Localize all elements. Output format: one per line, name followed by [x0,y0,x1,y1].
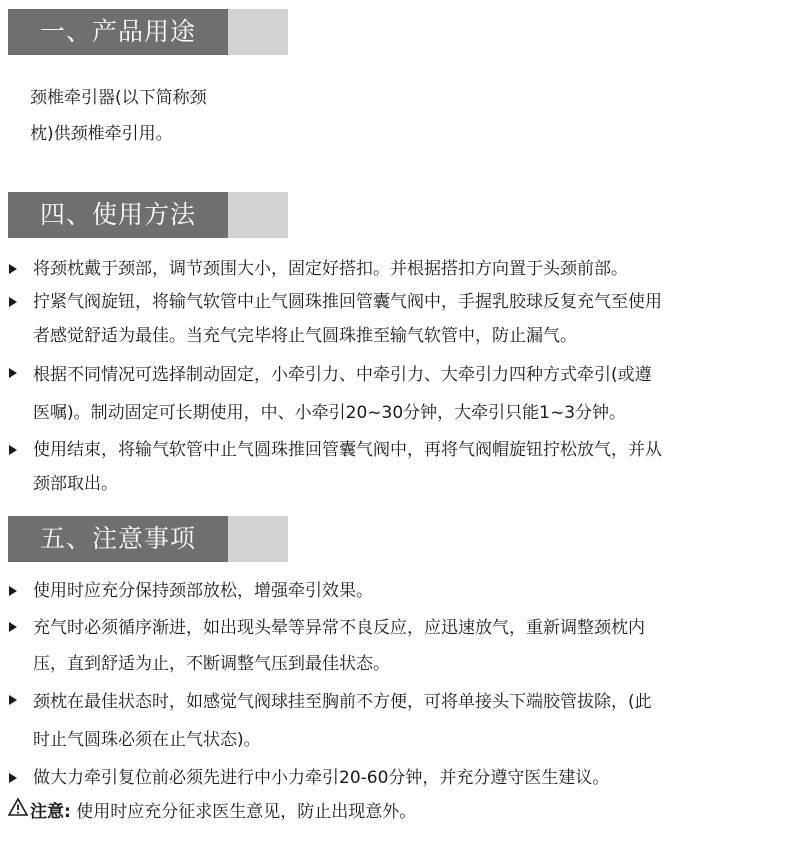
notes-item-2-line-1: 充气时必须循序渐进，如出现头晕等异常不良反应，应迅速放气，重新调整颈枕内 [33,618,645,638]
method-item-4-line-2: 颈部取出。 [33,474,118,494]
warning-triangle-icon [8,797,30,827]
warning-text: 使用时应充分征求医生意见，防止出现意外。 [70,802,417,822]
method-item-2-line-2: 者感觉舒适为最佳。当充气完毕将止气圆珠推至输气软管中，防止漏气。 [33,326,577,346]
section-header-notes [8,516,288,562]
bullet-arrow-icon [9,368,17,378]
bullet-arrow-icon [9,264,17,274]
usage-line-2: 枕)供颈椎牵引用。 [30,124,173,144]
method-item-1-line-1: 将颈枕戴于颈部，调节颈围大小，固定好搭扣。并根据搭扣方向置于头颈前部。 [33,259,628,279]
section-title-method: 四、使用方法 [8,192,228,238]
notes-item-1-line-1: 使用时应充分保持颈部放松，增强牵引效果。 [33,581,373,601]
notes-item-4-line-1: 做大力牵引复位前必须先进行中小力牵引20-60分钟，并充分遵守医生建议。 [33,768,610,788]
section-header-usage [8,9,288,55]
bullet-arrow-icon [9,445,17,455]
section-title-usage: 一、产品用途 [8,9,228,55]
usage-line-1: 颈椎牵引器(以下简称颈 [30,88,207,108]
warning-note [8,797,788,827]
method-item-2-line-1: 拧紧气阀旋钮，将输气软管中止气圆珠推回管囊气阀中，手握乳胶球反复充气至使用 [33,292,662,312]
notes-item-2-line-2: 压，直到舒适为止，不断调整气压到最佳状态。 [33,654,390,674]
bullet-arrow-icon [9,695,17,705]
notes-item-3-line-1: 颈枕在最佳状态时，如感觉气阀球挂至胸前不方便，可将单接头下端胶管拔除，(此 [33,692,652,712]
bullet-arrow-icon [9,297,17,307]
bullet-arrow-icon [9,773,17,783]
bullet-arrow-icon [9,622,17,632]
method-item-3-line-1: 根据不同情况可选择制动固定，小牵引力、中牵引力、大牵引力四种方式牵引(或遵 [33,365,652,385]
bullet-arrow-icon [9,586,17,596]
method-item-4-line-1: 使用结束，将输气软管中止气圆珠推回管囊气阀中，再将气阀帽旋钮拧松放气，并从 [33,440,662,460]
section-header-method [8,192,288,238]
section-title-notes: 五、注意事项 [8,516,228,562]
method-item-3-line-2: 医嘱)。制动固定可长期使用，中、小牵引20~30分钟，大牵引只能1~3分钟。 [33,403,627,423]
warning-label: 注意: [30,802,71,822]
usage-paragraph [30,80,207,152]
notes-item-3-line-2: 时止气圆珠必须在止气状态)。 [33,730,261,750]
